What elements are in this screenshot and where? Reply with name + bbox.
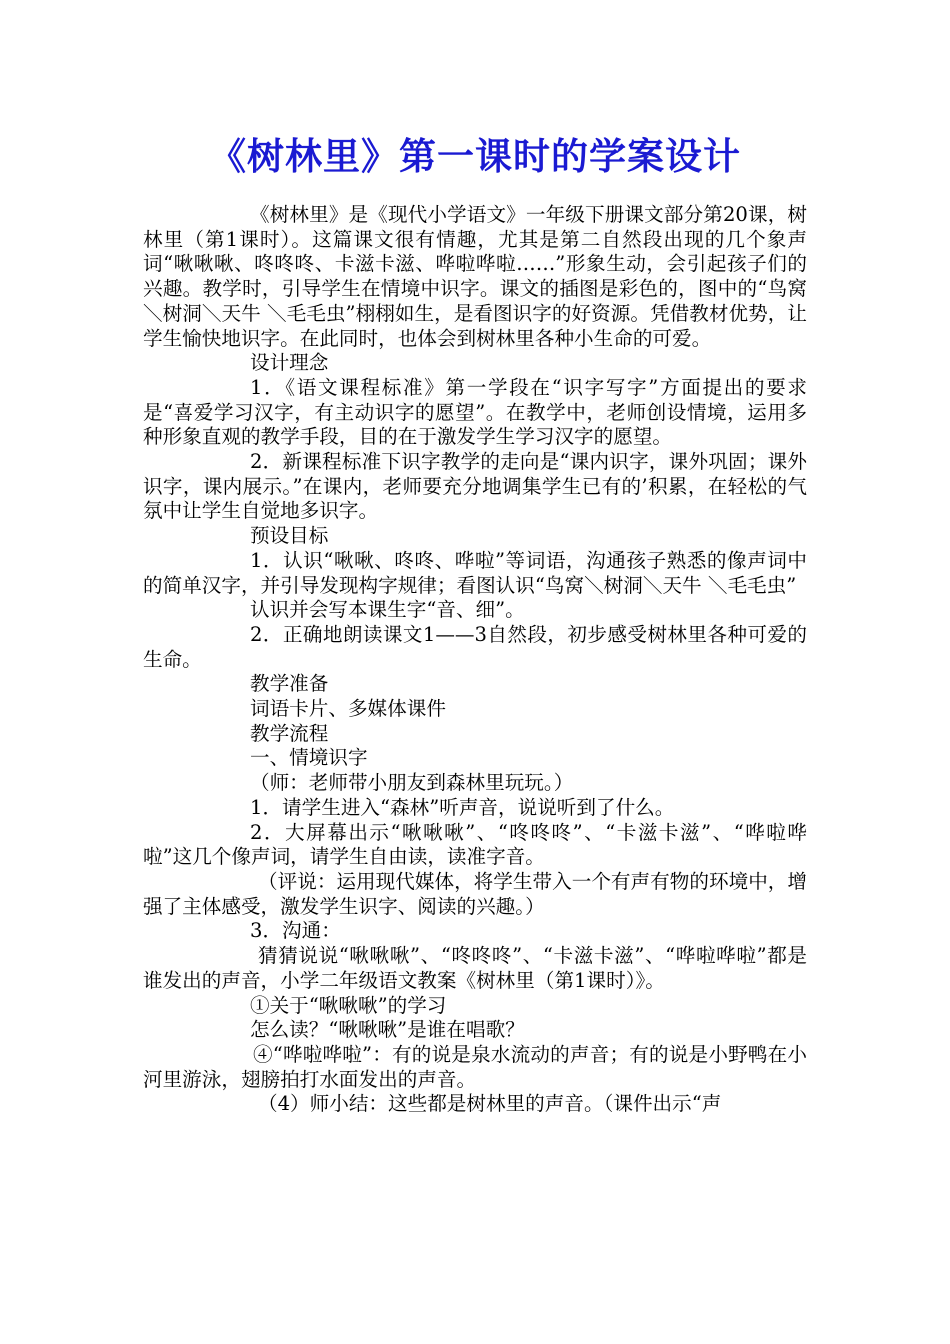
paragraph-concept-1: 1．《语文课程标准》第一学段在“识字写字”方面提出的要求是“喜爱学习汉字，有主动识字的愿望”。在教学中，老师创设情境，运用多种形象直观的教学手段，目的在于激发学生学习汉字的愿望。 — [143, 375, 807, 449]
paragraph-step-2: 2．大屏幕出示“啾啾啾”、“咚咚咚”、“卡滋卡滋”、“哗啦哗啦”这几个像声词，请学生自由读，读准字音。 — [143, 820, 807, 869]
document-body — [143, 203, 807, 1117]
paragraph-sub-4: ④“哗啦哗啦”：有的说是泉水流动的声音；有的说是小野鸭在小河里游泳，翅膀拍打水面发出的声音。 — [143, 1042, 807, 1091]
paragraph-goal-2: 2．正确地朗读课文1——3自然段，初步感受树林里各种可爱的生命。 — [143, 622, 807, 671]
paragraph-teacher-intro: （师：老师带小朋友到森林里玩玩。） — [250, 771, 574, 795]
paragraph-question: 怎么读？“啾啾啾”是谁在唱歌？ — [250, 1018, 525, 1042]
heading-section-1: 一、情境识字 — [250, 746, 368, 770]
paragraph-guess: 猜猜说说“啾啾啾”、“咚咚咚”、“卡滋卡滋”、“哗啦哗啦”都是谁发出的声音，小学二年级语文教案《树林里（第1课时）》。 — [143, 944, 807, 992]
document-title: 《树林里》第一课时的学案设计 — [209, 135, 741, 178]
paragraph-step-3: 3．沟通： — [250, 919, 341, 943]
paragraph-sub-1: ①关于“啾啾啾”的学习 — [250, 993, 447, 1017]
paragraph-goal-1-b: 认识并会写本课生字“音、细”。 — [250, 598, 525, 622]
paragraph-goal-1: 1．认识“啾啾、咚咚、哗啦”等词语，沟通孩子熟悉的像声词中的简单汉字，并引导发现构字规律；看图认识“鸟窝＼树洞＼天牛 ＼毛毛虫” — [143, 548, 807, 597]
heading-preparation: 教学准备 — [250, 672, 329, 696]
paragraph-concept-2: 2．新课程标准下识字教学的走向是“课内识字，课外巩固；课外识字，课内展示。”在课内，老师要充分地调集学生已有的’积累，在轻松的气氛中让学生自觉地多识字。 — [143, 450, 807, 523]
paragraph-intro: 《树林里》是《现代小学语文》一年级下册课文部分第20课，树林里（第1课时）。这篇课文很有情趣，尤其是第二自然段出现的几个象声词“啾啾啾、咚咚咚、卡滋卡滋、哗啦哗啦……”形象生动，会引起孩子们的兴趣。教学时，引导学生在情境中识字。课文的插图是彩色的，图中的“鸟窝＼树洞＼天牛 ＼毛毛虫”栩栩如生，是看图识字的好资源。凭借教材优势，让学生愉快地识字。在此同时，也体会到树林里各种小生命的可爱。 — [143, 203, 807, 350]
paragraph-summary: （4）师小结：这些都是树林里的声音。（课件出示“声 — [258, 1092, 722, 1116]
heading-process: 教学流程 — [250, 721, 329, 745]
paragraph-comment: （评说：运用现代媒体，将学生带入一个有声有物的环境中，增强了主体感受，激发学生识字、阅读的兴趣。） — [143, 869, 807, 918]
paragraph-step-1: 1．请学生进入“森林”听声音，说说听到了什么。 — [250, 795, 675, 819]
paragraph-materials: 词语卡片、多媒体课件 — [250, 697, 446, 721]
heading-goals: 预设目标 — [250, 524, 329, 548]
heading-design-concept: 设计理念 — [250, 351, 329, 375]
